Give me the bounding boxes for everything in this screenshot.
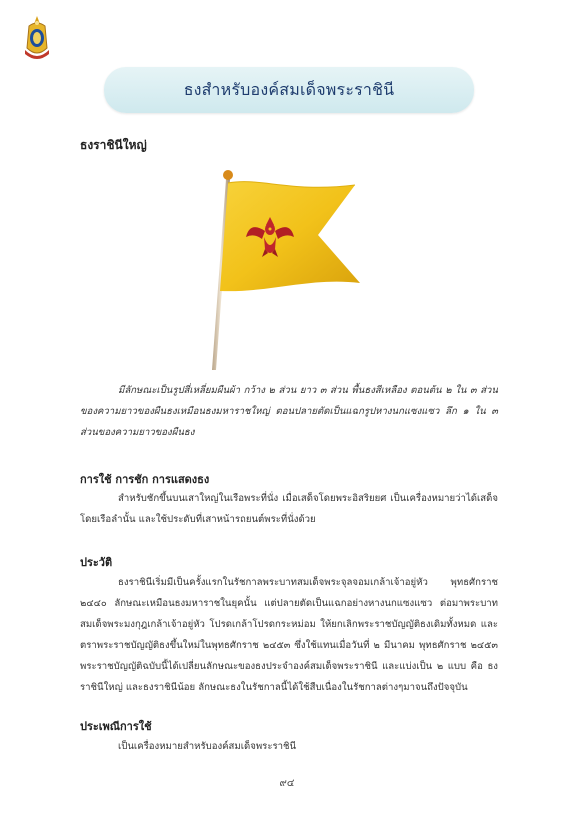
page-number: ๙๔ [279,778,295,789]
royal-emblem-icon [20,14,54,64]
flag-description: มีลักษณะเป็นรูปสี่เหลี่ยมผืนผ้า กว้าง ๒ ส่วน ยาว ๓ ส่วน พื้นธงสีเหลือง ตอนต้น ๒ ใน ๓ ส่วนของความยาวของผืนธงเหมือนธงมหาราชใหญ่ ตอนปลายตัดเป็นแฉกรูปหางนกแซงแซว ลึก ๑ ใน ๓ ส่วนของความยาวของผืนธง [80,385,498,438]
queen-flag-garuda-icon [190,165,370,370]
section-heading-tradition: ประเพณีการใช้ [80,720,152,733]
section-heading-history: ประวัติ [80,556,113,569]
section-heading-usage: การใช้ การชัก การแสดงธง [80,473,210,486]
history-text: ธงราชินีเริ่มมีเป็นครั้งแรกในรัชกาลพระบาทสมเด็จพระจุลจอมเกล้าเจ้าอยู่หัว พุทธศักราช ๒๔๔๐ ลักษณะเหมือนธงมหาราชในยุคนั้น แต่ปลายตัดเป็นแฉกอย่างหางนกแซงแซว ต่อมาพระบาทสมเด็จพระมงกุฎเกล้าเจ้าอยู่หัว โปรดเกล้าโปรดกระหม่อม ให้ยกเลิกพระราชบัญญัติธงเดิมทั้งหมด และตราพระราชบัญญัติธงขึ้นใหม่ในพุทธศักราช ๒๔๕๓ ซึ่งใช้แทนเมื่อวันที่ ๒ มีนาคม พุทธศักราช ๒๔๕๓ พระราชบัญญัติฉบับนี้ได้เปลี่ยนลักษณะของธงประจำองค์สมเด็จพระราชินี และแบ่งเป็น ๒ แบบ คือ ธงราชินีใหญ่ และธงราชินีน้อย ลักษณะธงในรัชกาลนี้ได้ใช้สืบเนื่องในรัชกาลต่างๆมาจนถึงปัจจุบัน [80,577,498,693]
tradition-text: เป็นเครื่องหมายสำหรับองค์สมเด็จพระราชินี [118,741,297,752]
usage-text: สำหรับชักขึ้นบนเสาใหญ่ในเรือพระที่นั่ง เมื่อเสด็จโดยพระอิสริยยศ เป็นเครื่องหมายว่าได้เสด็จโดยเรือลำนั้น และใช้ประดับที่เสาหน้ารถยนต์พระที่นั่งด้วย [80,493,498,525]
page-title-banner [104,67,474,113]
section-heading-main: ธงราชินีใหญ่ [80,138,147,152]
page-title: ธงสำหรับองค์สมเด็จพระราชินี [183,79,395,99]
